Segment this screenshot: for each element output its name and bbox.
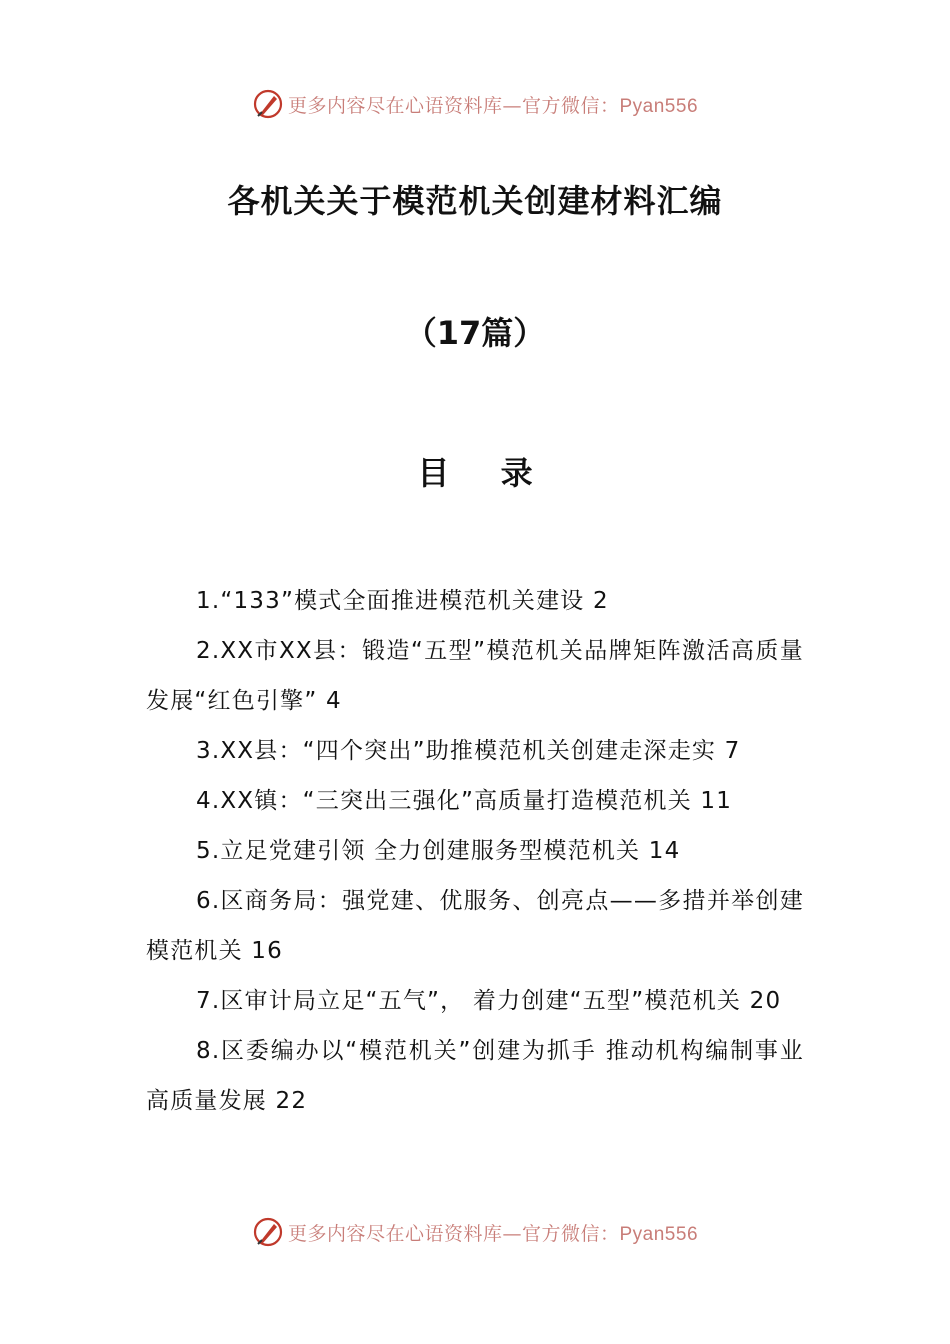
toc-item-7[interactable]: 7.区审计局立足“五气”， 着力创建“五型”模范机关 20 xyxy=(196,988,782,1014)
toc-item-6[interactable]: 6.区商务局：强党建、优服务、创亮点——多措并举创建模范机关 16 xyxy=(146,888,804,964)
toc-item-4[interactable]: 4.XX镇：“三突出三强化”高质量打造模范机关 11 xyxy=(196,788,733,814)
watermark-text: 更多内容尽在心语资料库—官方微信：Pyan556 xyxy=(287,94,699,117)
watermark-text: 更多内容尽在心语资料库—官方微信：Pyan556 xyxy=(287,1222,699,1245)
quill-logo-icon xyxy=(252,1216,284,1248)
table-of-contents xyxy=(146,576,804,1126)
toc-item-2[interactable]: 2.XX市XX县：锻造“五型”模范机关品牌矩阵激活高质量发展“红色引擎” 4 xyxy=(146,638,804,714)
toc-item-3[interactable]: 3.XX县：“四个突出”助推模范机关创建走深走实 7 xyxy=(196,738,741,764)
watermark-header xyxy=(0,84,950,124)
toc-item-8[interactable]: 8.区委编办以“模范机关”创建为抓手 推动机构编制事业高质量发展 22 xyxy=(146,1038,804,1114)
quill-logo-icon xyxy=(252,88,284,120)
toc-item-5[interactable]: 5.立足党建引领 全力创建服务型模范机关 14 xyxy=(196,838,681,864)
document-subtitle: （17篇） xyxy=(404,314,546,352)
watermark-footer xyxy=(0,1212,950,1252)
document-title: 各机关关于模范机关创建材料汇编 xyxy=(227,182,723,220)
toc-heading: 目 录 xyxy=(417,454,553,492)
toc-item-1[interactable]: 1.“133”模式全面推进模范机关建设 2 xyxy=(196,588,609,614)
